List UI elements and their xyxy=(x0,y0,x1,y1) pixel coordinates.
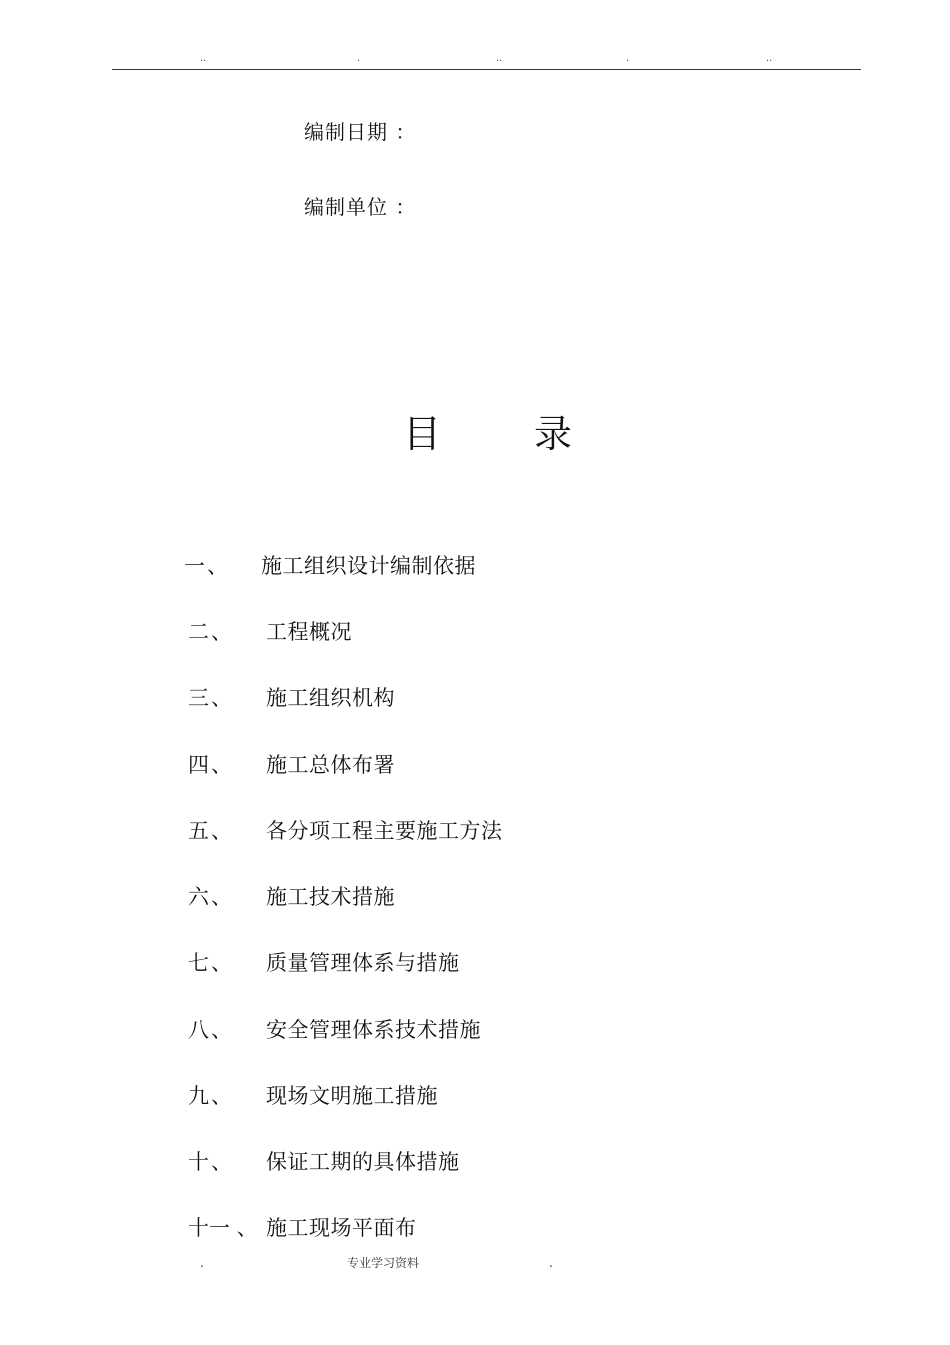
toc-item-text: 质量管理体系与措施 xyxy=(266,951,460,975)
toc-item-text: 施工现场平面布 xyxy=(266,1216,417,1240)
compile-date-label: 编制日期 ： xyxy=(304,120,417,144)
toc-item-num: 八、 xyxy=(188,1018,234,1042)
header-rule xyxy=(112,69,861,70)
toc-item-num: 二、 xyxy=(188,620,234,644)
toc-item-text: 施工总体布署 xyxy=(266,753,395,777)
toc-item-num: 四、 xyxy=(188,753,234,777)
toc-item-num: 十一 、 xyxy=(188,1216,258,1240)
toc-item-num: 七、 xyxy=(188,951,234,975)
toc-item-text: 现场文明施工措施 xyxy=(266,1084,438,1108)
footer-dot-right: . xyxy=(549,1256,553,1270)
toc-item-num: 六、 xyxy=(188,885,234,909)
toc-item-num: 十、 xyxy=(188,1150,234,1174)
toc-title-right: 录 xyxy=(534,412,573,456)
toc-item-num: 九、 xyxy=(188,1084,234,1108)
toc-item-text: 施工技术措施 xyxy=(266,885,395,909)
footer-dot-left: . xyxy=(200,1256,204,1270)
header-dot-2: . xyxy=(357,53,361,64)
toc-title-left: 目 xyxy=(403,412,442,456)
footer-label: 专业学习资料 xyxy=(347,1256,420,1270)
header-dot-3: .. xyxy=(496,53,503,64)
header-dot-1: .. xyxy=(200,53,207,64)
header-dot-5: .. xyxy=(766,53,773,64)
toc-item-text: 工程概况 xyxy=(266,620,352,644)
toc-item-text: 施工组织设计编制依据 xyxy=(261,554,476,578)
compile-unit-label: 编制单位 ： xyxy=(304,195,417,219)
toc-item-text: 保证工期的具体措施 xyxy=(266,1150,460,1174)
toc-item-text: 安全管理体系技术措施 xyxy=(266,1018,481,1042)
toc-item-text: 各分项工程主要施工方法 xyxy=(266,819,503,843)
toc-item-text: 施工组织机构 xyxy=(266,686,395,710)
toc-item-num: 一、 xyxy=(184,554,230,578)
toc-item-num: 三、 xyxy=(188,686,234,710)
toc-item-num: 五、 xyxy=(188,819,234,843)
header-dot-4: . xyxy=(626,53,630,64)
